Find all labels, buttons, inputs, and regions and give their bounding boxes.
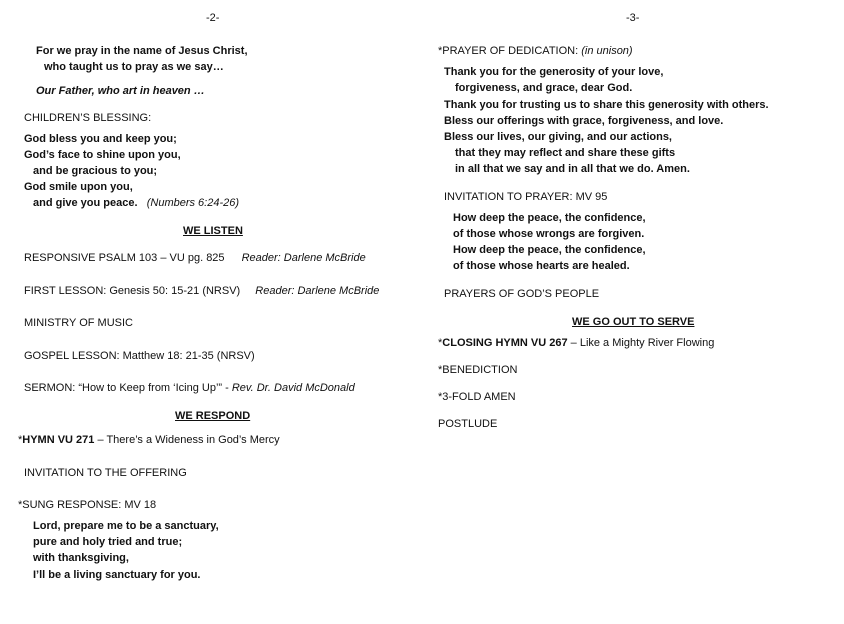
gospel-lesson: GOSPEL LESSON: Matthew 18: 21-35 (NRSV) <box>24 350 255 362</box>
dedication-line: in all that we say and in all that we do. Amen. <box>455 163 690 175</box>
blessing-last-line <box>33 196 239 210</box>
blessing-line: and be gracious to you; <box>33 165 158 177</box>
dedication-line: forgiveness, and grace, dear God. <box>455 82 633 94</box>
blessing-citation: (Numbers 6:24-26) <box>146 197 240 209</box>
psalm-reader: Reader: Darlene McBride <box>241 252 366 264</box>
section-we-listen: WE LISTEN <box>183 225 243 237</box>
lords-prayer: Our Father, who art in heaven … <box>36 85 205 97</box>
invitation-prayer-line: How deep the peace, the confidence, <box>453 244 646 256</box>
sermon-preacher: Rev. Dr. David McDonald <box>231 382 355 394</box>
benediction: *BENEDICTION <box>438 364 518 376</box>
first-lesson-text: FIRST LESSON: Genesis 50: 15-21 (NRSV) <box>24 285 241 297</box>
dedication-line: that they may reflect and share these gifts <box>455 147 676 159</box>
dedication-line: Thank you for trusting us to share this generosity with others. <box>444 99 769 111</box>
blessing-line: God bless you and keep you; <box>24 133 177 145</box>
section-we-go-out: WE GO OUT TO SERVE <box>572 316 695 328</box>
prayers-gods-people: PRAYERS OF GOD’S PEOPLE <box>444 288 600 300</box>
blessing-line: God smile upon you, <box>24 181 133 193</box>
hymn-line <box>18 433 280 447</box>
sermon-line <box>24 381 355 395</box>
invitation-prayer-line: of those whose wrongs are forgiven. <box>453 228 645 240</box>
dedication-heading-line <box>438 44 633 58</box>
section-we-respond: WE RESPOND <box>175 410 251 422</box>
closing-hymn-line <box>438 336 714 350</box>
sung-response-line: Lord, prepare me to be a sanctuary, <box>33 520 219 532</box>
psalm-line <box>24 251 366 265</box>
sung-response-heading: *SUNG RESPONSE: MV 18 <box>18 499 157 511</box>
childrens-blessing-heading: CHILDREN’S BLESSING: <box>24 112 152 124</box>
sermon-text: SERMON: “How to Keep from ‘Icing Up’” - <box>24 382 229 394</box>
hymn-star: * <box>18 434 23 446</box>
first-lesson-line <box>24 284 379 298</box>
sung-response-line: with thanksgiving, <box>33 552 129 564</box>
closing-hymn-star: * <box>438 337 443 349</box>
sung-response-line: pure and holy tried and true; <box>33 536 183 548</box>
blessing-line: and give you peace. <box>33 197 138 209</box>
invitation-prayer-line: How deep the peace, the confidence, <box>453 212 646 224</box>
sung-response-line: I’ll be a living sanctuary for you. <box>33 569 201 581</box>
dedication-heading: *PRAYER OF DEDICATION: <box>438 45 579 57</box>
dedication-line: Thank you for the generosity of your love, <box>444 66 664 78</box>
postlude: POSTLUDE <box>438 418 498 430</box>
closing-hymn-title: – Like a Mighty River Flowing <box>567 337 715 349</box>
prayer-line: For we pray in the name of Jesus Christ, <box>36 45 248 57</box>
prayer-line: who taught us to pray as we say… <box>44 61 224 73</box>
three-fold-amen: *3-FOLD AMEN <box>438 391 516 403</box>
psalm-text: RESPONSIVE PSALM 103 – VU pg. 825 <box>24 252 225 264</box>
page-number: -3- <box>626 12 640 24</box>
first-lesson-reader: Reader: Darlene McBride <box>255 285 380 297</box>
invitation-prayer-line: of those whose hearts are healed. <box>453 260 630 272</box>
ministry-of-music: MINISTRY OF MUSIC <box>24 317 133 329</box>
blessing-line: God’s face to shine upon you, <box>24 149 181 161</box>
dedication-line: Bless our offerings with grace, forgiveness, and love. <box>444 115 724 127</box>
dedication-note: (in unison) <box>581 45 633 57</box>
hymn-number: HYMN VU 271 <box>22 434 95 446</box>
invitation-prayer-heading: INVITATION TO PRAYER: MV 95 <box>444 191 608 203</box>
page-right <box>422 0 844 624</box>
closing-hymn-number: CLOSING HYMN VU 267 <box>442 337 568 349</box>
hymn-title: – There’s a Wideness in God’s Mercy <box>94 434 280 446</box>
dedication-line: Bless our lives, our giving, and our actions, <box>444 131 672 143</box>
invitation-offering: INVITATION TO THE OFFERING <box>24 467 187 479</box>
page-number: -2- <box>206 12 220 24</box>
